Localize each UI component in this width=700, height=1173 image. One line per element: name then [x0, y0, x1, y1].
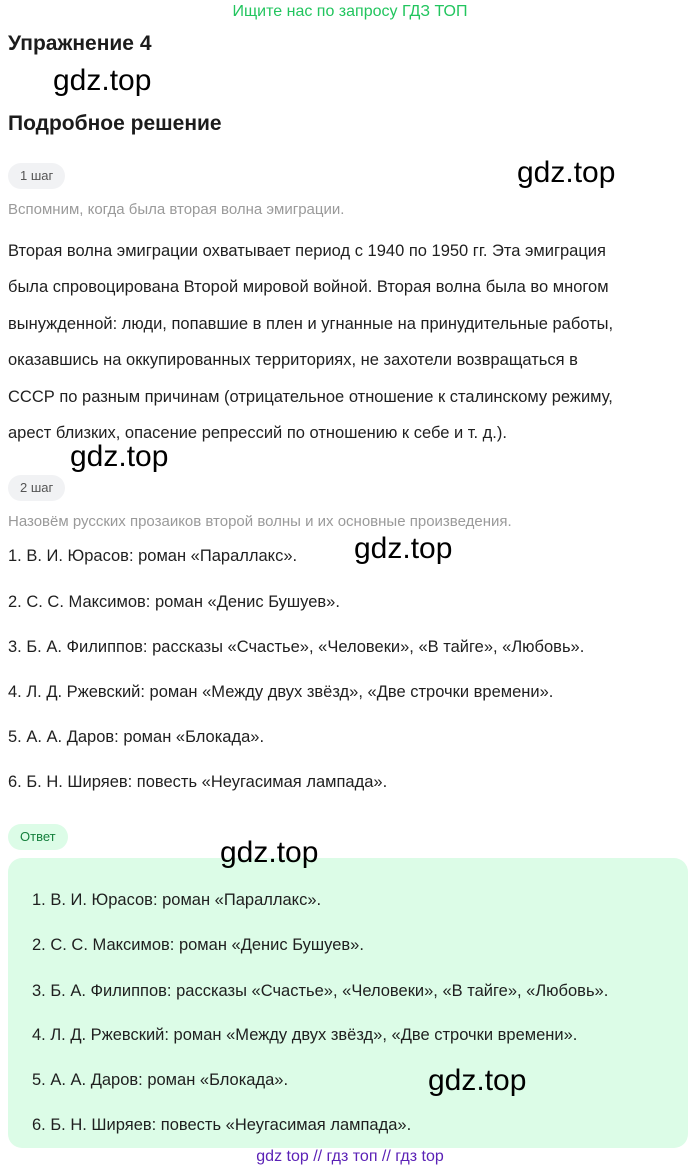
- footer-watermark: gdz top // гдз топ // гдз top: [256, 1148, 444, 1165]
- answer-item: 3. Б. А. Филиппов: рассказы «Счастье», «Человеки», «В тайге», «Любовь».: [32, 982, 609, 1000]
- section-title: Подробное решение: [8, 112, 222, 135]
- watermark: gdz.top: [517, 156, 616, 189]
- watermark: gdz.top: [354, 532, 453, 565]
- watermark: gdz.top: [220, 836, 319, 869]
- answer-item: 1. В. И. Юрасов: роман «Параллакс».: [32, 891, 322, 909]
- step-2-badge: 2 шаг: [8, 475, 65, 501]
- list-item: 5. А. А. Даров: роман «Блокада».: [8, 728, 265, 746]
- step-1-text: [8, 233, 692, 451]
- watermark: gdz.top: [428, 1064, 527, 1097]
- step-2-hint: Назовём русских прозаиков второй волны и их основные произведения.: [8, 513, 512, 530]
- answer-badge: Ответ: [8, 824, 68, 850]
- list-item: 4. Л. Д. Ржевский: роман «Между двух звёзд», «Две строчки времени».: [8, 683, 554, 701]
- watermark: gdz.top: [70, 440, 169, 473]
- list-item: 6. Б. Н. Ширяев: повесть «Неугасимая лампада».: [8, 773, 388, 791]
- page-title: Упражнение 4: [8, 32, 152, 55]
- list-item: 3. Б. А. Филиппов: рассказы «Счастье», «Человеки», «В тайге», «Любовь».: [8, 638, 585, 656]
- step-1-badge: 1 шаг: [8, 163, 65, 189]
- list-item: 1. В. И. Юрасов: роман «Параллакс».: [8, 547, 298, 565]
- answer-item: 2. С. С. Максимов: роман «Денис Бушуев».: [32, 936, 364, 954]
- paragraph-line: вынужденной: люди, попавшие в плен и угнанные на принудительные работы,: [8, 314, 614, 333]
- paragraph-line: оказавшись на оккупированных территориях, не захотели возвращаться в: [8, 351, 578, 370]
- paragraph-line: была спровоцирована Второй мировой войной. Вторая волна была во многом: [8, 278, 609, 297]
- answer-item: 6. Б. Н. Ширяев: повесть «Неугасимая лампада».: [32, 1116, 412, 1134]
- answer-item: 4. Л. Д. Ржевский: роман «Между двух звёзд», «Две строчки времени».: [32, 1026, 578, 1044]
- answer-item: 5. А. А. Даров: роман «Блокада».: [32, 1071, 289, 1089]
- search-banner: Ищите нас по запросу ГДЗ ТОП: [232, 3, 468, 20]
- watermark: gdz.top: [53, 64, 152, 97]
- paragraph-line: арест близких, опасение репрессий по отношению к себе и т. д.).: [8, 424, 507, 443]
- paragraph-line: Вторая волна эмиграции охватывает период с 1940 по 1950 гг. Эта эмиграция: [8, 242, 606, 260]
- paragraph-line: СССР по разным причинам (отрицательное отношение к сталинскому режиму,: [8, 387, 613, 406]
- step-1-hint: Вспомним, когда была вторая волна эмиграции.: [8, 201, 345, 218]
- list-item: 2. С. С. Максимов: роман «Денис Бушуев».: [8, 593, 340, 611]
